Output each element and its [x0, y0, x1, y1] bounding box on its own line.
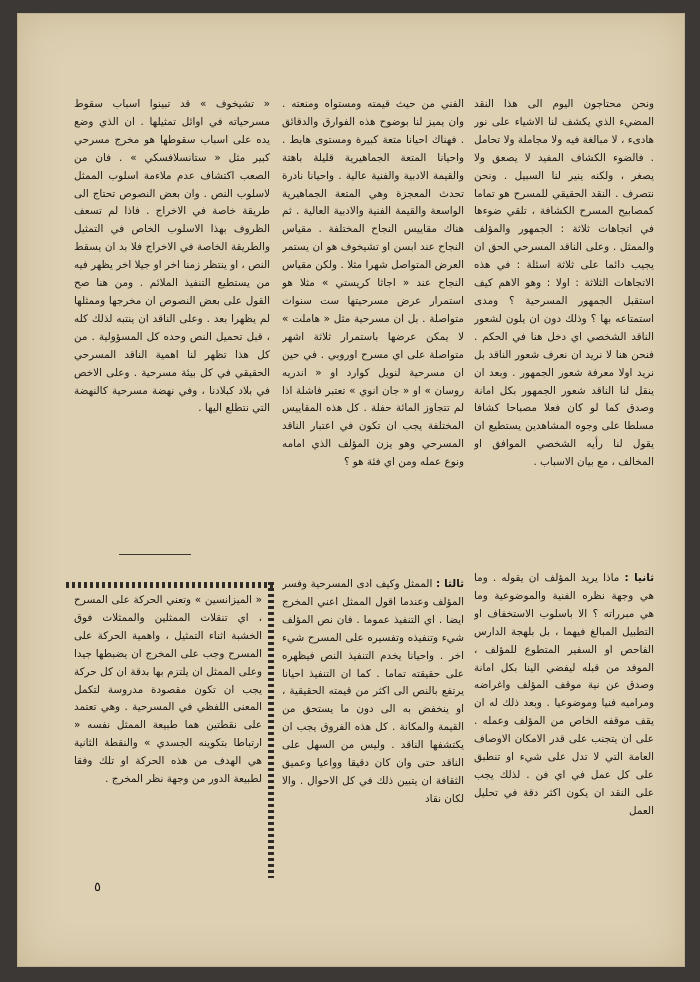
middle-column-bottom-text: الممثل وكيف ادى المسرحية وفسر المؤلف وعندما اقول الممثل اعني المخرج ايضا . اي التنفيذ عموما . فان نص المؤلف شيء وتنفيذه وتفسيره على المسرح شيء اخر . واحيانا يخدم التنفيذ النص فيظهره على حقيقته تماما . كما ان التنفيذ احيانا يرتفع بالنص الى اكثر من قيمته الحقيقية ، او ينخفض به الى دون ما يستحق من القيمة والمكانة . كل هذه الفروق يجب ان يكتشفها الناقد . وليس من السهل على الناقد حتى وان كان دقيقا وواعيا وعميق الثقافة ان يتبين ذلك في كل الاحوال . والا لكان نقاد [282, 578, 464, 805]
right-column-top-text: ونحن محتاجون اليوم الى هذا النقد المضيء الذي يكشف لنا الاشياء على نور هادىء ، لا مبالغة فيه ولا مجاملة ولا تحامل . فالضوء الكشاف المفيد لا يصعق ولا يصغر ، ولكنه ينير لنا السبيل . ونحن نتصرف . النقد الحقيقي للمسرح هو تماما كمصابيح المسرح الكشافة ، تلقي ضوءها في اتجاهات ثلاثة : الجمهور والمؤلف والممثل . وعلى الناقد المسرحي الحق ان يجيب دائما على ثلاثة اسئلة : في هذه الاتجاهات الثلاثة : اولا : وهو الاهم كيف استقبل الجمهور المسرحية ؟ ومدى استمتاعه بها ؟ وذلك دون ان يلون لشعور الناقد الشخصي اي دخل هنا في الحكم . فنحن هنا لا نريد ان نعرف شعور الناقد بل نريد اولا معرفة شعور الجمهور . وبعد ان ينقل لنا الناقد شعور الجمهور بكل امانة وصدق كما لو كان فعلا مصباحا كشافا مسلطا على وجوه المشاهدين يستطيع ان يقول لنا رأيه الشخصي الموافق او المخالف ، مع بيان الاسباب . [474, 98, 654, 469]
column-divider-rule [119, 554, 191, 555]
left-column-top [74, 96, 270, 538]
right-column-bottom [474, 570, 654, 866]
right-column-top [474, 96, 654, 566]
middle-column-top [282, 96, 464, 576]
middle-column-bottom-paragraph [282, 576, 464, 809]
left-column-top-text: « تشيخوف » قد تبينوا اسباب سقوط مسرحياته في اوائل تمثيلها . ان الذي وضع يده على اسباب سقوطها هو مخرج مسرحي كبير مثل « ستانسلافسكي » . فان من الصعب اكتشاف عدم ملاءمة اسلوب الممثل لاسلوب النص . وان بعض النصوص تحتاج الى طريقة خاصة في الاخراج . فاذا لم تسعف الظروف بهذا الاسلوب الخاص في التمثيل والطريقة الخاصة في الاخراج فلا بد ان يسقط النص ، او ينتظر زمنا اخر او جيلا اخر يظهر فيه من يستطيع التنفيذ الملائم . ومن هنا صح القول على بعض النصوص ان مخرجها وممثلها لم يظهرا بعد . وعلى الناقد ان ينتبه لذلك كله ، قبل تحميل النص وحده كل المسؤولية . من كل هذا تظهر لنا اهمية الناقد المسرحي الحقيقي في كل بيئة مسرحية . وعلى الاخص في بلاد كبلادنا ، وفي نهضة مسرحية كالنهضة التي نتطلع اليها . [74, 98, 270, 415]
box-border-top [66, 582, 274, 588]
box-border-right [268, 582, 274, 878]
page-number: ٥ [94, 880, 101, 895]
middle-column-bottom [282, 576, 464, 872]
left-column-box [74, 592, 262, 874]
section-heading-second: ثانيا : [624, 572, 654, 584]
magazine-page [18, 14, 684, 966]
section-heading-third: ثالثا : [436, 578, 464, 590]
left-column-box-text: « الميزانسين » وتعني الحركة على المسرح ، اي تنقلات الممثلين والممثلات فوق الخشبة اثناء التمثيل ، واهمية الحركة على المسرح وجب على المخرج ان يضبطها جيدا وعلى الممثل ان يلتزم بها بدقة ان كل حركة يجب ان تكون مقصودة مدروسة لتكمل المعنى اللفظي في المسرحية . وهي تعتمد على نقطتين هما طبيعة الممثل نفسه « ارتباطا بتكوينه الجسدي » والنقطة الثانية هي الهدف من هذه الحركة او تلك وفقا لطبيعة الدور من وجهة نظر المخرج . [74, 594, 262, 786]
right-column-bottom-text: ماذا يريد المؤلف ان يقوله . وما هي وجهة نظره الفنية والموضوعية وما هي مبرراته ؟ الا باسلوب الاستخفاف او التطبيل المبالغ فيهما ، بل بلهجة الدارس الفاحص او السفير المتطوع للمؤلف ، الموفد من قبله ليفضي الينا بكل امانة وصدق عن نية موقف المؤلف واغراضه ومراميه فنيا وموضوعيا . وبعد ذلك له ان يقف موقفه الخاص من المؤلف وعمله . على ان يتجنب على قدر الامكان الاوصاف العامة التي لا تدل على شيء او تنطبق على كل عمل في اي فن . لذلك يجب على النقد ان يكون اكثر دقة في تحليل العمل [474, 572, 654, 817]
right-column-bottom-paragraph [474, 570, 654, 821]
middle-column-top-text: الفني من حيث قيمته ومستواه ومنعته . وان يميز لنا بوضوح هذه الفوارق والدقائق . فهناك احيانا متعة كبيرة ومستوى هابط . واحيانا المتعة الجماهيرية قليلة باهتة والقيمة الادبية والفنية عالية . واحيانا نادرة تحدث المعجزة وهي المتعة الجماهيرية الواسعة والقيمة الفنية والادبية العالية . ثم هناك مقاييس النجاح المختلفة . مقياس النجاح عند ابسن او تشيخوف هو ان يستمر العرض المتواصل شهرا مثلا . ولكن مقياس النجاح عند « اجاثا كريستي » مثلا هو استمرار عرض مسرحيتها ست سنوات متواصلة . بل ان مسرحية مثل « هاملت » لا يمكن عرضها باستمرار ثلاثة اشهر متواصلة على اي مسرح اوروبي . في حين ان مسرحية لنويل كوارد او « اندريه روسان » او « جان انوي » تعتبر فاشلة اذا لم تتجاوز المائة حفلة . كل هذه المقاييس المختلفة يجب ان تكون في اعتبار الناقد المسرحي وهو يزن المؤلف الذي امامه ونوع عمله ومن اي فئة هو ؟ [282, 98, 464, 469]
